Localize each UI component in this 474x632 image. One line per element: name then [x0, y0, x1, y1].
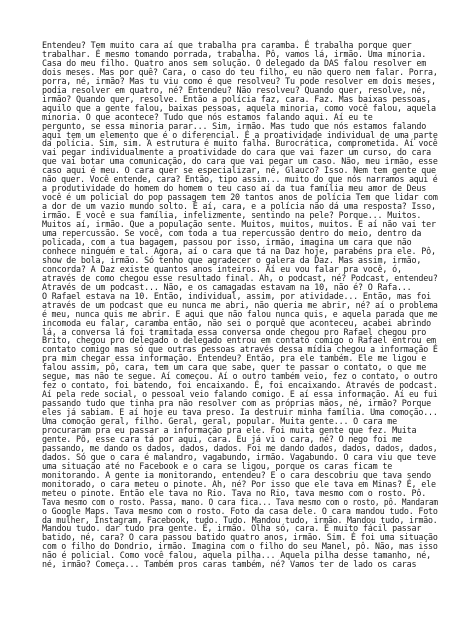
- text-line: Casa do meu filho. Quatro anos sem solução. O delegado da DAS falou resolver em: [42, 57, 427, 68]
- text-line: incomoda eu falar, caramba então, não sei o porquê que aconteceu, acabei abrindo: [42, 317, 431, 328]
- text-line: através de como chegou esse resultado final. Ah, o podcast, né? Podcast, entendeu?: [42, 272, 438, 283]
- text-line: Tava mesmo com o rosto. Passa, mano. O cara fica... Tava mesmo com o rosto, pô. Mandaram: [42, 496, 438, 507]
- text-line: é meu, nunca quis me abrir. E aqui que não falou nunca quis, e aquela parada que me: [42, 308, 438, 319]
- text-line: lá, a conversa lá foi tramitada essa conversa onde chegou pro Rafael chegou pro: [42, 326, 427, 337]
- text-line: aqui tem um elemento que é o diferencial. É a proatividade individual de uma parte: [42, 129, 438, 140]
- text-line: Brito, chegou pro delegado o delegado entrou em contato comigo o Rafael entrou em: [42, 335, 436, 346]
- text-line: através de um podcast que eu nunca me abri, não queria me abrir, né? aí o problema: [42, 299, 438, 310]
- text-line: a dor de um vazio mundo solto. É aí, cara, e a polícia não dá uma resposta? Isso,: [42, 201, 436, 212]
- text-line: falou assim, pô, cara, tem um cara que sabe, quer te passar o contato, o que me: [42, 362, 427, 373]
- text-line: policada, com a tua bagagem, passou por isso, irmão, imagina um cara que não: [42, 236, 412, 247]
- text-line: trabalhar. É mesmo tomando porrada, trabalha. Pô, vamos lá, irmão. Uma minoria.: [42, 48, 427, 59]
- text-line: aquilo que a gente falou, baixas pessoas, aquela minoria, como você falou, aquela: [42, 102, 436, 113]
- text-line: que vai botar uma comunicação, do cara que vai pegar um caso. Não, meu irmão, esse: [42, 156, 438, 167]
- text-line: não é policial. Como você falou, aquela pilha... Aquela pilha desse tamanho, né,: [42, 550, 431, 561]
- text-line: dois meses. Mas por quê? Cara, o caso do teu filho, eu não quero nem falar. Porra,: [42, 66, 438, 77]
- text-line: gente. Pô, esse cara tá por aqui, cara. Eu já vi o cara, né? O nego foi me: [42, 433, 402, 444]
- text-line: procuraram pra eu passar a informação pra ele. Foi muita gente que fez. Muita: [42, 424, 417, 435]
- text-line: porra, né, irmão? Mas tu viu como é que resolveu? Tu pode resolver em dois meses,: [42, 75, 436, 86]
- text-line: passando tudo que tinha pra não resolver com as próprias mãos, né, irmão? Porque: [42, 398, 431, 409]
- text-line: da polícia. Sim, sim. A estrutura é muito falha. Burocrática, comprometida. Aí você: [42, 138, 438, 149]
- text-line: caso aqui é meu. O cara quer se especializar, né, Glauco? Isso. Nem tem gente que: [42, 165, 436, 176]
- text-line: uma situação até no Facebook e o cara se ligou, porque os caras ficam te: [42, 460, 393, 471]
- text-line: irmão? Quando quer, resolve. Então a polícia faz, cara. Faz. Mas baixas pessoas,: [42, 93, 431, 104]
- text-line: segue, mas não te segue. Aí começou. Aí o outro também veio, fez o contato, o outro: [42, 371, 438, 382]
- text-line: concorda? A Daz existe quantos anos inteiros. Aí eu vou falar pra você, ó,: [42, 263, 402, 274]
- text-line: né, irmão? Começa... Também pros caras também, né? Vamos ter de lado os caras: [42, 559, 417, 570]
- text-line: vai pegar individualmente a proatividade do cara que vai fazer um curso, do cara: [42, 147, 431, 158]
- text-line: O Rafael estava na 10. Então, individual, assim, por atividade... Então, mas foi: [42, 290, 431, 301]
- text-line: monitorando. A gente ia monitorando, entendeu? E o cara descobriu que tava sendo: [42, 469, 431, 480]
- text-line: pergunto, se essa minoria parar... Sim, irmão. Mas tudo que nós estamos falando: [42, 120, 427, 131]
- text-line: eles já sabiam. E aí hoje eu tava preso. Ia destruir minha família. Uma comoção...: [42, 407, 438, 418]
- text-line: conhece ninguém e tal. Agora, aí o cara que tá na Daz hoje, parabéns pra ele. Pô,: [42, 245, 436, 256]
- text-line: contato comigo mas só que outras pessoas através dessa mídia chegou a informação É: [42, 344, 438, 355]
- text-line: não quer. Você entende, cara? Então, tipo assim... muito do que nós narramos aqui é: [42, 174, 438, 185]
- text-line: Aí pela rede social, o pessoal veio falando comigo. E aí essa informação. Aí eu fui: [42, 389, 438, 400]
- text-line: fez o contato, foi batendo, foi encaixando. É, foi encaixando. Através de podcast.: [42, 380, 438, 391]
- text-line: minoria. O que acontece? Tudo que nós estamos falando aqui. Aí eu te: [42, 111, 373, 122]
- text-line: Mandou tudo. dar tudo pra gente. É, irmão. Olha só, cara. É muito fácil passar: [42, 523, 422, 534]
- text-line: pra mim chegar essa informação. Entendeu? Então, pra ele também. Ele me ligou e: [42, 353, 427, 364]
- text-line: Entendeu? Tem muito cara aí que trabalha pra caramba. É trabalha porque quer: [42, 40, 412, 50]
- text-line: o Google Maps. Tava mesmo com o rosto. Foto da casa dele. O cara mandou tudo. Foto: [42, 505, 438, 516]
- text-line: irmão. E você e sua família, infelizmente, sentindo na pele? Porque... Muitos.: [42, 210, 422, 221]
- text-line: com o filho do Dondrio, irmão. Imagina com o filho do seu Manel, pô. Não, mas isso: [42, 541, 438, 552]
- text-line: dados. Só que o cara é malandro, vagabundo, irmão. Vagabundo. O cara viu que teve: [42, 451, 436, 462]
- text-line: passando, me dando os dados, dados, dados. Foi me dando dados, dados, dados, dados,: [42, 442, 438, 453]
- text-line: a produtividade do homem do homem o teu caso aí da tua família meu amor de Deus: [42, 183, 427, 194]
- text-line: Uma comoção geral, filho. Geral, geral, popular. Muita gente... O cara me: [42, 416, 397, 427]
- text-line: monitorado, o cara meteu o pinote. Ah, né? Por isso que ele tava em Minas? É, ele: [42, 478, 436, 489]
- text-line: meteu o pinote. Então ele tava no Rio. Tava no Rio, tava mesmo com o rosto. Pô.: [42, 487, 427, 498]
- text-line: da mulher, Instagram, Facebook, tudo. Tudo. Mandou tudo, irmão. Mandou tudo, irmão.: [42, 514, 438, 525]
- text-line: Muitos aí, irmão. Que a população sente. Muitos, muitos, muitos. E aí não vai ter: [42, 219, 436, 230]
- text-line: show de bola, irmão. Só tenho que agradecer o galera da Daz. Mas assim, irmão,: [42, 254, 422, 265]
- document-body-text: [42, 41, 438, 569]
- text-line: você é um policial do pop passagem tem 20 tantos anos de polícia Tem que lidar com: [42, 192, 438, 203]
- text-line: uma repercussão. Se você, com toda a tua repercussão dentro do meio, dentro da: [42, 228, 422, 239]
- text-line: batido, né, cara? O cara passou batido quatro anos, irmão. Sim. É foi uma situação: [42, 532, 438, 543]
- text-line: Através de um podcast... Não, e os camagadas estavam na 10, não é? O Rafa...: [42, 281, 412, 292]
- text-line: podia resolver em quatro, né? Entendeu? Não resolveu? Quando quer, resolve, né,: [42, 84, 427, 95]
